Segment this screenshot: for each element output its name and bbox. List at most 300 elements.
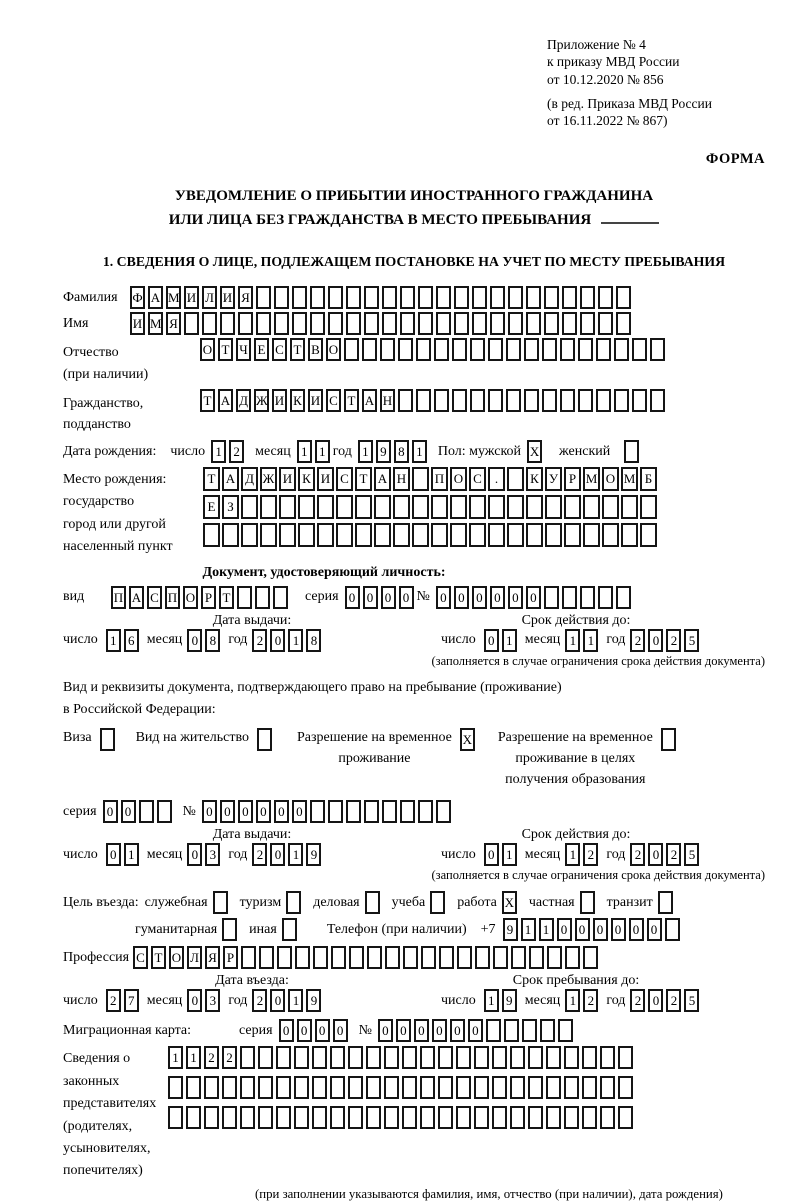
- char-cell[interactable]: [241, 946, 256, 969]
- char-cell[interactable]: [526, 495, 543, 519]
- char-cell[interactable]: 0: [508, 586, 523, 609]
- char-cell[interactable]: 1: [565, 989, 580, 1012]
- char-cell[interactable]: [312, 1076, 327, 1099]
- option-checkbox[interactable]: [286, 891, 301, 914]
- char-cell[interactable]: 0: [103, 800, 118, 823]
- char-cell[interactable]: 0: [187, 989, 202, 1012]
- char-cell[interactable]: Т: [203, 467, 220, 491]
- char-cell[interactable]: [366, 1106, 381, 1129]
- char-cell[interactable]: [416, 338, 431, 361]
- char-cell[interactable]: И: [220, 286, 235, 309]
- char-cell[interactable]: [580, 586, 595, 609]
- char-cell[interactable]: [348, 1106, 363, 1129]
- char-cell[interactable]: [367, 946, 382, 969]
- char-cell[interactable]: 0: [436, 586, 451, 609]
- char-cell[interactable]: О: [200, 338, 215, 361]
- char-cell[interactable]: О: [169, 946, 184, 969]
- char-cell[interactable]: [276, 1076, 291, 1099]
- char-cell[interactable]: [412, 495, 429, 519]
- char-cell[interactable]: 0: [363, 586, 378, 609]
- char-cell[interactable]: 0: [292, 800, 307, 823]
- char-cell[interactable]: С: [469, 467, 486, 491]
- char-cell[interactable]: 1: [186, 1046, 201, 1069]
- char-cell[interactable]: 0: [202, 800, 217, 823]
- char-cell[interactable]: [240, 1076, 255, 1099]
- char-cell[interactable]: [564, 523, 581, 547]
- char-cell[interactable]: И: [130, 312, 145, 335]
- char-cell[interactable]: [402, 1076, 417, 1099]
- char-cell[interactable]: [237, 586, 252, 609]
- char-cell[interactable]: 8: [205, 629, 220, 652]
- char-cell[interactable]: [241, 495, 258, 519]
- char-cell[interactable]: [259, 946, 274, 969]
- char-cell[interactable]: [256, 312, 271, 335]
- char-cell[interactable]: 1: [521, 918, 536, 941]
- char-cell[interactable]: А: [222, 467, 239, 491]
- char-cell[interactable]: [438, 1106, 453, 1129]
- char-cell[interactable]: [431, 523, 448, 547]
- char-cell[interactable]: [562, 312, 577, 335]
- char-cell[interactable]: [203, 523, 220, 547]
- char-cell[interactable]: [328, 800, 343, 823]
- char-cell[interactable]: [400, 800, 415, 823]
- char-cell[interactable]: [317, 495, 334, 519]
- char-cell[interactable]: [490, 312, 505, 335]
- char-cell[interactable]: С: [326, 389, 341, 412]
- char-cell[interactable]: [258, 1076, 273, 1099]
- char-cell[interactable]: Я: [238, 286, 253, 309]
- char-cell[interactable]: Я: [166, 312, 181, 335]
- char-cell[interactable]: А: [148, 286, 163, 309]
- char-cell[interactable]: [600, 1106, 615, 1129]
- char-cell[interactable]: 1: [297, 440, 312, 463]
- char-cell[interactable]: [650, 389, 665, 412]
- char-cell[interactable]: [616, 586, 631, 609]
- char-cell[interactable]: 0: [270, 843, 285, 866]
- char-cell[interactable]: Р: [223, 946, 238, 969]
- char-cell[interactable]: [493, 946, 508, 969]
- char-cell[interactable]: [257, 728, 272, 751]
- char-cell[interactable]: [492, 1106, 507, 1129]
- char-cell[interactable]: [398, 389, 413, 412]
- char-cell[interactable]: 0: [270, 629, 285, 652]
- char-cell[interactable]: [490, 286, 505, 309]
- char-cell[interactable]: 3: [205, 843, 220, 866]
- char-cell[interactable]: [454, 286, 469, 309]
- char-cell[interactable]: 0: [629, 918, 644, 941]
- char-cell[interactable]: Ф: [130, 286, 145, 309]
- char-cell[interactable]: И: [308, 389, 323, 412]
- char-cell[interactable]: 0: [333, 1019, 348, 1042]
- char-cell[interactable]: П: [431, 467, 448, 491]
- char-cell[interactable]: 0: [381, 586, 396, 609]
- char-cell[interactable]: [650, 338, 665, 361]
- char-cell[interactable]: 0: [490, 586, 505, 609]
- char-cell[interactable]: [438, 1076, 453, 1099]
- char-cell[interactable]: [402, 1106, 417, 1129]
- char-cell[interactable]: Я: [205, 946, 220, 969]
- char-cell[interactable]: [542, 338, 557, 361]
- char-cell[interactable]: [598, 286, 613, 309]
- char-cell[interactable]: [632, 338, 647, 361]
- char-cell[interactable]: [310, 312, 325, 335]
- char-cell[interactable]: [582, 1106, 597, 1129]
- char-cell[interactable]: [416, 389, 431, 412]
- char-cell[interactable]: Р: [564, 467, 581, 491]
- char-cell[interactable]: [241, 523, 258, 547]
- char-cell[interactable]: [578, 389, 593, 412]
- char-cell[interactable]: [545, 523, 562, 547]
- char-cell[interactable]: [366, 1046, 381, 1069]
- char-cell[interactable]: П: [165, 586, 180, 609]
- char-cell[interactable]: [469, 523, 486, 547]
- char-cell[interactable]: А: [362, 389, 377, 412]
- char-cell[interactable]: [456, 1106, 471, 1129]
- char-cell[interactable]: [274, 312, 289, 335]
- char-cell[interactable]: С: [272, 338, 287, 361]
- char-cell[interactable]: 1: [502, 843, 517, 866]
- char-cell[interactable]: [469, 495, 486, 519]
- char-cell[interactable]: [474, 1106, 489, 1129]
- char-cell[interactable]: [560, 389, 575, 412]
- char-cell[interactable]: [546, 1046, 561, 1069]
- char-cell[interactable]: 9: [502, 989, 517, 1012]
- char-cell[interactable]: [564, 495, 581, 519]
- char-cell[interactable]: 0: [414, 1019, 429, 1042]
- char-cell[interactable]: [618, 1076, 633, 1099]
- char-cell[interactable]: [420, 1076, 435, 1099]
- char-cell[interactable]: [402, 1046, 417, 1069]
- char-cell[interactable]: [528, 1106, 543, 1129]
- char-cell[interactable]: 0: [279, 1019, 294, 1042]
- char-cell[interactable]: [298, 523, 315, 547]
- option-checkbox[interactable]: X: [502, 891, 517, 914]
- char-cell[interactable]: [578, 338, 593, 361]
- char-cell[interactable]: 2: [204, 1046, 219, 1069]
- char-cell[interactable]: [616, 312, 631, 335]
- char-cell[interactable]: [436, 312, 451, 335]
- char-cell[interactable]: [614, 338, 629, 361]
- char-cell[interactable]: X: [460, 728, 475, 751]
- char-cell[interactable]: Н: [380, 389, 395, 412]
- char-cell[interactable]: [602, 523, 619, 547]
- char-cell[interactable]: 2: [630, 629, 645, 652]
- char-cell[interactable]: 2: [630, 989, 645, 1012]
- char-cell[interactable]: [393, 495, 410, 519]
- char-cell[interactable]: 0: [468, 1019, 483, 1042]
- char-cell[interactable]: 0: [256, 800, 271, 823]
- char-cell[interactable]: [186, 1106, 201, 1129]
- char-cell[interactable]: 0: [648, 989, 663, 1012]
- char-cell[interactable]: [240, 1046, 255, 1069]
- char-cell[interactable]: Р: [201, 586, 216, 609]
- char-cell[interactable]: [488, 338, 503, 361]
- char-cell[interactable]: [618, 1106, 633, 1129]
- char-cell[interactable]: [450, 523, 467, 547]
- char-cell[interactable]: 2: [106, 989, 121, 1012]
- char-cell[interactable]: [434, 389, 449, 412]
- char-cell[interactable]: [276, 1046, 291, 1069]
- char-cell[interactable]: [452, 389, 467, 412]
- char-cell[interactable]: 0: [121, 800, 136, 823]
- char-cell[interactable]: [564, 1046, 579, 1069]
- char-cell[interactable]: А: [218, 389, 233, 412]
- char-cell[interactable]: [279, 495, 296, 519]
- char-cell[interactable]: [602, 495, 619, 519]
- char-cell[interactable]: 9: [503, 918, 518, 941]
- char-cell[interactable]: [560, 338, 575, 361]
- char-cell[interactable]: [294, 1106, 309, 1129]
- char-cell[interactable]: 1: [502, 629, 517, 652]
- char-cell[interactable]: [222, 523, 239, 547]
- char-cell[interactable]: [276, 1106, 291, 1129]
- char-cell[interactable]: [186, 1076, 201, 1099]
- char-cell[interactable]: [336, 523, 353, 547]
- char-cell[interactable]: М: [583, 467, 600, 491]
- char-cell[interactable]: [582, 1076, 597, 1099]
- char-cell[interactable]: 0: [399, 586, 414, 609]
- char-cell[interactable]: 2: [666, 843, 681, 866]
- char-cell[interactable]: Е: [254, 338, 269, 361]
- char-cell[interactable]: [439, 946, 454, 969]
- char-cell[interactable]: [522, 1019, 537, 1042]
- char-cell[interactable]: 0: [472, 586, 487, 609]
- char-cell[interactable]: 2: [222, 1046, 237, 1069]
- char-cell[interactable]: 0: [454, 586, 469, 609]
- char-cell[interactable]: К: [526, 467, 543, 491]
- char-cell[interactable]: [292, 312, 307, 335]
- char-cell[interactable]: [544, 286, 559, 309]
- char-cell[interactable]: И: [272, 389, 287, 412]
- char-cell[interactable]: [418, 286, 433, 309]
- char-cell[interactable]: [349, 946, 364, 969]
- char-cell[interactable]: [420, 1046, 435, 1069]
- char-cell[interactable]: 1: [565, 843, 580, 866]
- char-cell[interactable]: [507, 495, 524, 519]
- char-cell[interactable]: [312, 1106, 327, 1129]
- char-cell[interactable]: [256, 286, 271, 309]
- char-cell[interactable]: Т: [344, 389, 359, 412]
- char-cell[interactable]: [348, 1046, 363, 1069]
- char-cell[interactable]: [456, 1076, 471, 1099]
- char-cell[interactable]: [184, 312, 199, 335]
- char-cell[interactable]: [380, 338, 395, 361]
- char-cell[interactable]: [328, 312, 343, 335]
- char-cell[interactable]: Т: [218, 338, 233, 361]
- char-cell[interactable]: [260, 495, 277, 519]
- char-cell[interactable]: [492, 1076, 507, 1099]
- char-cell[interactable]: 1: [288, 989, 303, 1012]
- char-cell[interactable]: [312, 1046, 327, 1069]
- char-cell[interactable]: .: [488, 467, 505, 491]
- char-cell[interactable]: [504, 1019, 519, 1042]
- char-cell[interactable]: 1: [124, 843, 139, 866]
- char-cell[interactable]: [470, 338, 485, 361]
- char-cell[interactable]: [457, 946, 472, 969]
- char-cell[interactable]: [540, 1019, 555, 1042]
- char-cell[interactable]: 2: [666, 989, 681, 1012]
- char-cell[interactable]: 1: [288, 843, 303, 866]
- char-cell[interactable]: 2: [252, 629, 267, 652]
- char-cell[interactable]: О: [183, 586, 198, 609]
- char-cell[interactable]: 0: [648, 629, 663, 652]
- char-cell[interactable]: [618, 1046, 633, 1069]
- char-cell[interactable]: [529, 946, 544, 969]
- char-cell[interactable]: М: [621, 467, 638, 491]
- char-cell[interactable]: [204, 1106, 219, 1129]
- char-cell[interactable]: X: [527, 440, 542, 463]
- char-cell[interactable]: [157, 800, 172, 823]
- char-cell[interactable]: 0: [611, 918, 626, 941]
- char-cell[interactable]: [542, 389, 557, 412]
- char-cell[interactable]: [564, 1106, 579, 1129]
- char-cell[interactable]: [661, 728, 676, 751]
- char-cell[interactable]: 1: [168, 1046, 183, 1069]
- char-cell[interactable]: И: [279, 467, 296, 491]
- option-checkbox[interactable]: [658, 891, 673, 914]
- char-cell[interactable]: Т: [200, 389, 215, 412]
- char-cell[interactable]: [274, 286, 289, 309]
- char-cell[interactable]: [488, 389, 503, 412]
- char-cell[interactable]: [202, 312, 217, 335]
- char-cell[interactable]: 2: [252, 989, 267, 1012]
- char-cell[interactable]: [364, 800, 379, 823]
- option-checkbox[interactable]: [213, 891, 228, 914]
- char-cell[interactable]: [168, 1106, 183, 1129]
- char-cell[interactable]: [222, 1106, 237, 1129]
- char-cell[interactable]: 1: [211, 440, 226, 463]
- char-cell[interactable]: [344, 338, 359, 361]
- char-cell[interactable]: К: [290, 389, 305, 412]
- char-cell[interactable]: 2: [583, 989, 598, 1012]
- char-cell[interactable]: З: [222, 495, 239, 519]
- char-cell[interactable]: 0: [484, 843, 499, 866]
- char-cell[interactable]: 1: [358, 440, 373, 463]
- char-cell[interactable]: [310, 286, 325, 309]
- char-cell[interactable]: 0: [378, 1019, 393, 1042]
- char-cell[interactable]: [450, 495, 467, 519]
- char-cell[interactable]: [400, 286, 415, 309]
- char-cell[interactable]: С: [336, 467, 353, 491]
- char-cell[interactable]: [382, 312, 397, 335]
- char-cell[interactable]: [564, 1076, 579, 1099]
- char-cell[interactable]: О: [602, 467, 619, 491]
- char-cell[interactable]: [508, 286, 523, 309]
- char-cell[interactable]: [474, 1046, 489, 1069]
- char-cell[interactable]: [393, 523, 410, 547]
- char-cell[interactable]: [255, 586, 270, 609]
- char-cell[interactable]: 0: [450, 1019, 465, 1042]
- char-cell[interactable]: 0: [345, 586, 360, 609]
- char-cell[interactable]: С: [147, 586, 162, 609]
- char-cell[interactable]: 0: [187, 629, 202, 652]
- char-cell[interactable]: 1: [412, 440, 427, 463]
- char-cell[interactable]: [470, 389, 485, 412]
- char-cell[interactable]: [317, 523, 334, 547]
- char-cell[interactable]: [273, 586, 288, 609]
- char-cell[interactable]: [475, 946, 490, 969]
- char-cell[interactable]: [421, 946, 436, 969]
- char-cell[interactable]: Т: [151, 946, 166, 969]
- char-cell[interactable]: [506, 338, 521, 361]
- char-cell[interactable]: 1: [288, 629, 303, 652]
- char-cell[interactable]: 9: [306, 989, 321, 1012]
- char-cell[interactable]: 5: [684, 629, 699, 652]
- char-cell[interactable]: [436, 800, 451, 823]
- char-cell[interactable]: П: [111, 586, 126, 609]
- char-cell[interactable]: [382, 800, 397, 823]
- char-cell[interactable]: [510, 1046, 525, 1069]
- char-cell[interactable]: [364, 312, 379, 335]
- char-cell[interactable]: 0: [593, 918, 608, 941]
- char-cell[interactable]: А: [374, 467, 391, 491]
- char-cell[interactable]: [362, 338, 377, 361]
- char-cell[interactable]: Т: [355, 467, 372, 491]
- char-cell[interactable]: [366, 1076, 381, 1099]
- char-cell[interactable]: [240, 1106, 255, 1129]
- char-cell[interactable]: [583, 523, 600, 547]
- char-cell[interactable]: [412, 467, 429, 491]
- char-cell[interactable]: 0: [220, 800, 235, 823]
- char-cell[interactable]: [614, 389, 629, 412]
- char-cell[interactable]: [488, 523, 505, 547]
- char-cell[interactable]: [456, 1046, 471, 1069]
- char-cell[interactable]: [507, 523, 524, 547]
- char-cell[interactable]: 1: [539, 918, 554, 941]
- char-cell[interactable]: [222, 1076, 237, 1099]
- char-cell[interactable]: [431, 495, 448, 519]
- char-cell[interactable]: Ж: [260, 467, 277, 491]
- char-cell[interactable]: [204, 1076, 219, 1099]
- char-cell[interactable]: 1: [484, 989, 499, 1012]
- char-cell[interactable]: [260, 523, 277, 547]
- char-cell[interactable]: О: [326, 338, 341, 361]
- char-cell[interactable]: Л: [187, 946, 202, 969]
- char-cell[interactable]: [640, 523, 657, 547]
- char-cell[interactable]: [546, 1076, 561, 1099]
- char-cell[interactable]: 0: [396, 1019, 411, 1042]
- char-cell[interactable]: М: [148, 312, 163, 335]
- char-cell[interactable]: [168, 1076, 183, 1099]
- char-cell[interactable]: [474, 1076, 489, 1099]
- char-cell[interactable]: [583, 946, 598, 969]
- char-cell[interactable]: [596, 389, 611, 412]
- char-cell[interactable]: [398, 338, 413, 361]
- char-cell[interactable]: [438, 1046, 453, 1069]
- char-cell[interactable]: Ч: [236, 338, 251, 361]
- char-cell[interactable]: Е: [203, 495, 220, 519]
- char-cell[interactable]: 0: [270, 989, 285, 1012]
- char-cell[interactable]: И: [184, 286, 199, 309]
- char-cell[interactable]: [277, 946, 292, 969]
- char-cell[interactable]: [582, 1046, 597, 1069]
- char-cell[interactable]: 0: [484, 629, 499, 652]
- char-cell[interactable]: [492, 1046, 507, 1069]
- char-cell[interactable]: [562, 586, 577, 609]
- char-cell[interactable]: [279, 523, 296, 547]
- char-cell[interactable]: 9: [376, 440, 391, 463]
- char-cell[interactable]: О: [450, 467, 467, 491]
- char-cell[interactable]: [330, 1106, 345, 1129]
- option-checkbox[interactable]: [365, 891, 380, 914]
- char-cell[interactable]: [547, 946, 562, 969]
- char-cell[interactable]: [558, 1019, 573, 1042]
- char-cell[interactable]: [100, 728, 115, 751]
- char-cell[interactable]: Т: [219, 586, 234, 609]
- char-cell[interactable]: 2: [583, 843, 598, 866]
- char-cell[interactable]: [472, 286, 487, 309]
- char-cell[interactable]: [420, 1106, 435, 1129]
